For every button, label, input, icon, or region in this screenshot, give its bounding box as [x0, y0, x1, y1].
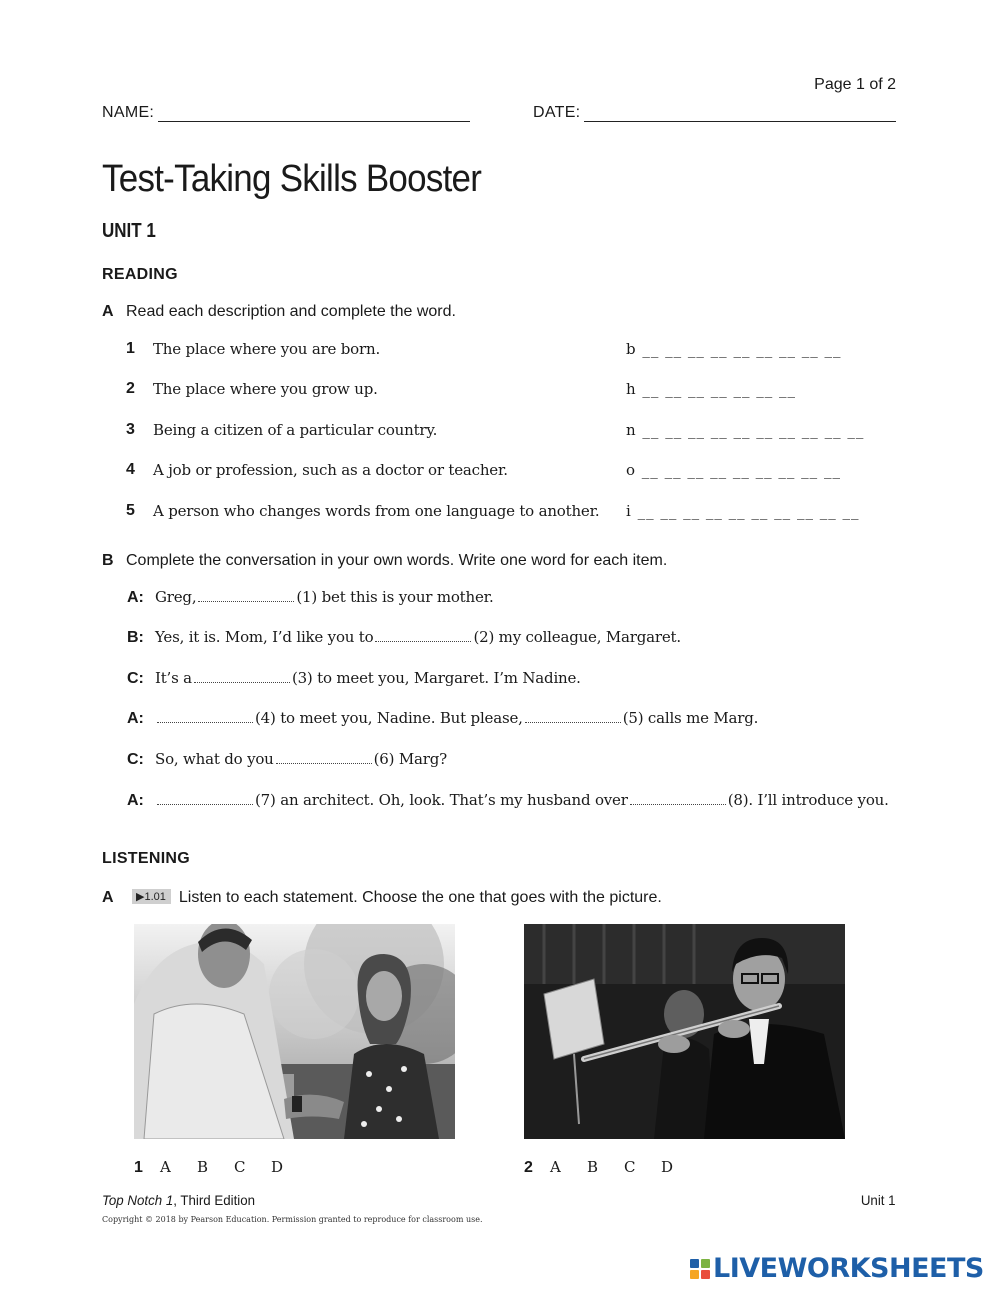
- book-edition: , Third Edition: [173, 1192, 256, 1208]
- word-blank[interactable]: b __ __ __ __ __ __ __ __ __: [626, 340, 842, 358]
- listening-a-instruction: [102, 889, 662, 907]
- instruction-text: Read each description and complete the word.: [126, 303, 456, 320]
- name-label: NAME:: [102, 104, 155, 121]
- word-blank[interactable]: o __ __ __ __ __ __ __ __ __: [626, 461, 841, 479]
- item-text: A person who changes words from one language to another.: [153, 502, 600, 520]
- blank-7[interactable]: [157, 792, 253, 805]
- item-text: The place where you grow up.: [153, 380, 378, 398]
- name-input-line[interactable]: [158, 107, 470, 122]
- copyright-notice: Copyright © 2018 by Pearson Education. Permission granted to reproduce for classroom use.: [102, 1215, 483, 1224]
- choice-a[interactable]: A: [160, 1158, 171, 1176]
- conversation-line: [127, 588, 494, 607]
- word-blank[interactable]: i __ __ __ __ __ __ __ __ __ __: [626, 502, 860, 520]
- book-title: [102, 1192, 255, 1208]
- item-number: 5: [126, 502, 135, 519]
- picture-1-choices: [134, 1158, 308, 1177]
- flute-player-photo: [524, 924, 845, 1139]
- blank-1[interactable]: [198, 589, 294, 602]
- book-title-italic: Top Notch 1: [102, 1192, 174, 1208]
- section-letter: A: [102, 889, 114, 906]
- item-number: 1: [126, 340, 135, 357]
- picture-2-choices: [524, 1158, 698, 1177]
- conversation-line: [127, 709, 758, 728]
- word-blank[interactable]: n __ __ __ __ __ __ __ __ __ __: [626, 421, 865, 439]
- choice-b[interactable]: B: [197, 1158, 209, 1176]
- line-text: Yes, it is. Mom, I’d like you to (2) my colleague, Margaret.: [155, 628, 681, 646]
- item-text: Being a citizen of a particular country.: [153, 421, 438, 439]
- blank-6[interactable]: [276, 751, 372, 764]
- picture-number: 1: [134, 1159, 143, 1176]
- flute-player-illustration: [524, 924, 845, 1139]
- word-blank[interactable]: h __ __ __ __ __ __ __: [626, 380, 797, 398]
- list-item: [126, 461, 508, 479]
- reading-heading: READING: [102, 266, 178, 283]
- list-item: [126, 340, 380, 358]
- blank-4[interactable]: [157, 710, 253, 723]
- brand-name: LIVEWORKSHEETS: [713, 1253, 984, 1284]
- instruction-text: Complete the conversation in your own words. Write one word for each item.: [126, 552, 668, 569]
- choice-c[interactable]: C: [624, 1158, 636, 1176]
- choice-c[interactable]: C: [234, 1158, 246, 1176]
- reading-b-instruction: [102, 552, 667, 570]
- audio-track-badge[interactable]: ▶1.01: [132, 889, 171, 904]
- list-item: [126, 421, 437, 439]
- name-field: [102, 104, 470, 122]
- line-text: (7) an architect. Oh, look. That’s my husband over (8). I’ll introduce you.: [155, 791, 889, 809]
- handshake-photo: [134, 924, 455, 1139]
- handshake-illustration: [134, 924, 455, 1139]
- page-title: Test-Taking Skills Booster: [102, 158, 482, 200]
- speaker-label: A:: [127, 792, 144, 809]
- speaker-label: C:: [127, 670, 144, 687]
- footer-unit: Unit 1: [861, 1192, 896, 1208]
- date-label: DATE:: [533, 104, 581, 121]
- item-number: 4: [126, 461, 135, 478]
- conversation-line: [127, 750, 447, 769]
- item-number: 2: [126, 380, 135, 397]
- blank-8[interactable]: [630, 792, 726, 805]
- date-input-line[interactable]: [584, 107, 896, 122]
- item-text: A job or profession, such as a doctor or teacher.: [153, 461, 508, 479]
- section-letter: B: [102, 552, 114, 569]
- list-item: [126, 380, 378, 398]
- speaker-label: A:: [127, 589, 144, 606]
- conversation-line: [127, 791, 889, 810]
- line-text: (4) to meet you, Nadine. But please, (5) calls me Marg.: [155, 709, 758, 727]
- instruction-text: Listen to each statement. Choose the one that goes with the picture.: [178, 889, 662, 906]
- line-text: Greg, (1) bet this is your mother.: [155, 588, 494, 606]
- date-field: [533, 104, 896, 122]
- choice-d[interactable]: D: [661, 1158, 674, 1176]
- conversation-line: [127, 669, 581, 688]
- speaker-label: B:: [127, 629, 144, 646]
- listening-heading: LISTENING: [102, 850, 191, 867]
- speaker-label: A:: [127, 710, 144, 727]
- item-text: The place where you are born.: [153, 340, 381, 358]
- choice-d[interactable]: D: [271, 1158, 284, 1176]
- section-letter: A: [102, 303, 114, 320]
- list-item: [126, 502, 599, 520]
- page-number: Page 1 of 2: [814, 76, 896, 93]
- picture-number: 2: [524, 1159, 533, 1176]
- speaker-label: C:: [127, 751, 144, 768]
- blank-5[interactable]: [525, 710, 621, 723]
- blank-2[interactable]: [375, 629, 471, 642]
- line-text: It’s a (3) to meet you, Margaret. I’m Nadine.: [155, 669, 581, 687]
- choice-a[interactable]: A: [550, 1158, 561, 1176]
- conversation-line: [127, 628, 681, 647]
- liveworksheets-logo[interactable]: [690, 1253, 984, 1284]
- unit-label: UNIT 1: [102, 220, 156, 242]
- line-text: So, what do you (6) Marg?: [155, 750, 447, 768]
- blank-3[interactable]: [194, 670, 290, 683]
- reading-a-instruction: [102, 303, 456, 321]
- item-number: 3: [126, 421, 135, 438]
- brand-grid-icon: [690, 1259, 710, 1279]
- choice-b[interactable]: B: [587, 1158, 599, 1176]
